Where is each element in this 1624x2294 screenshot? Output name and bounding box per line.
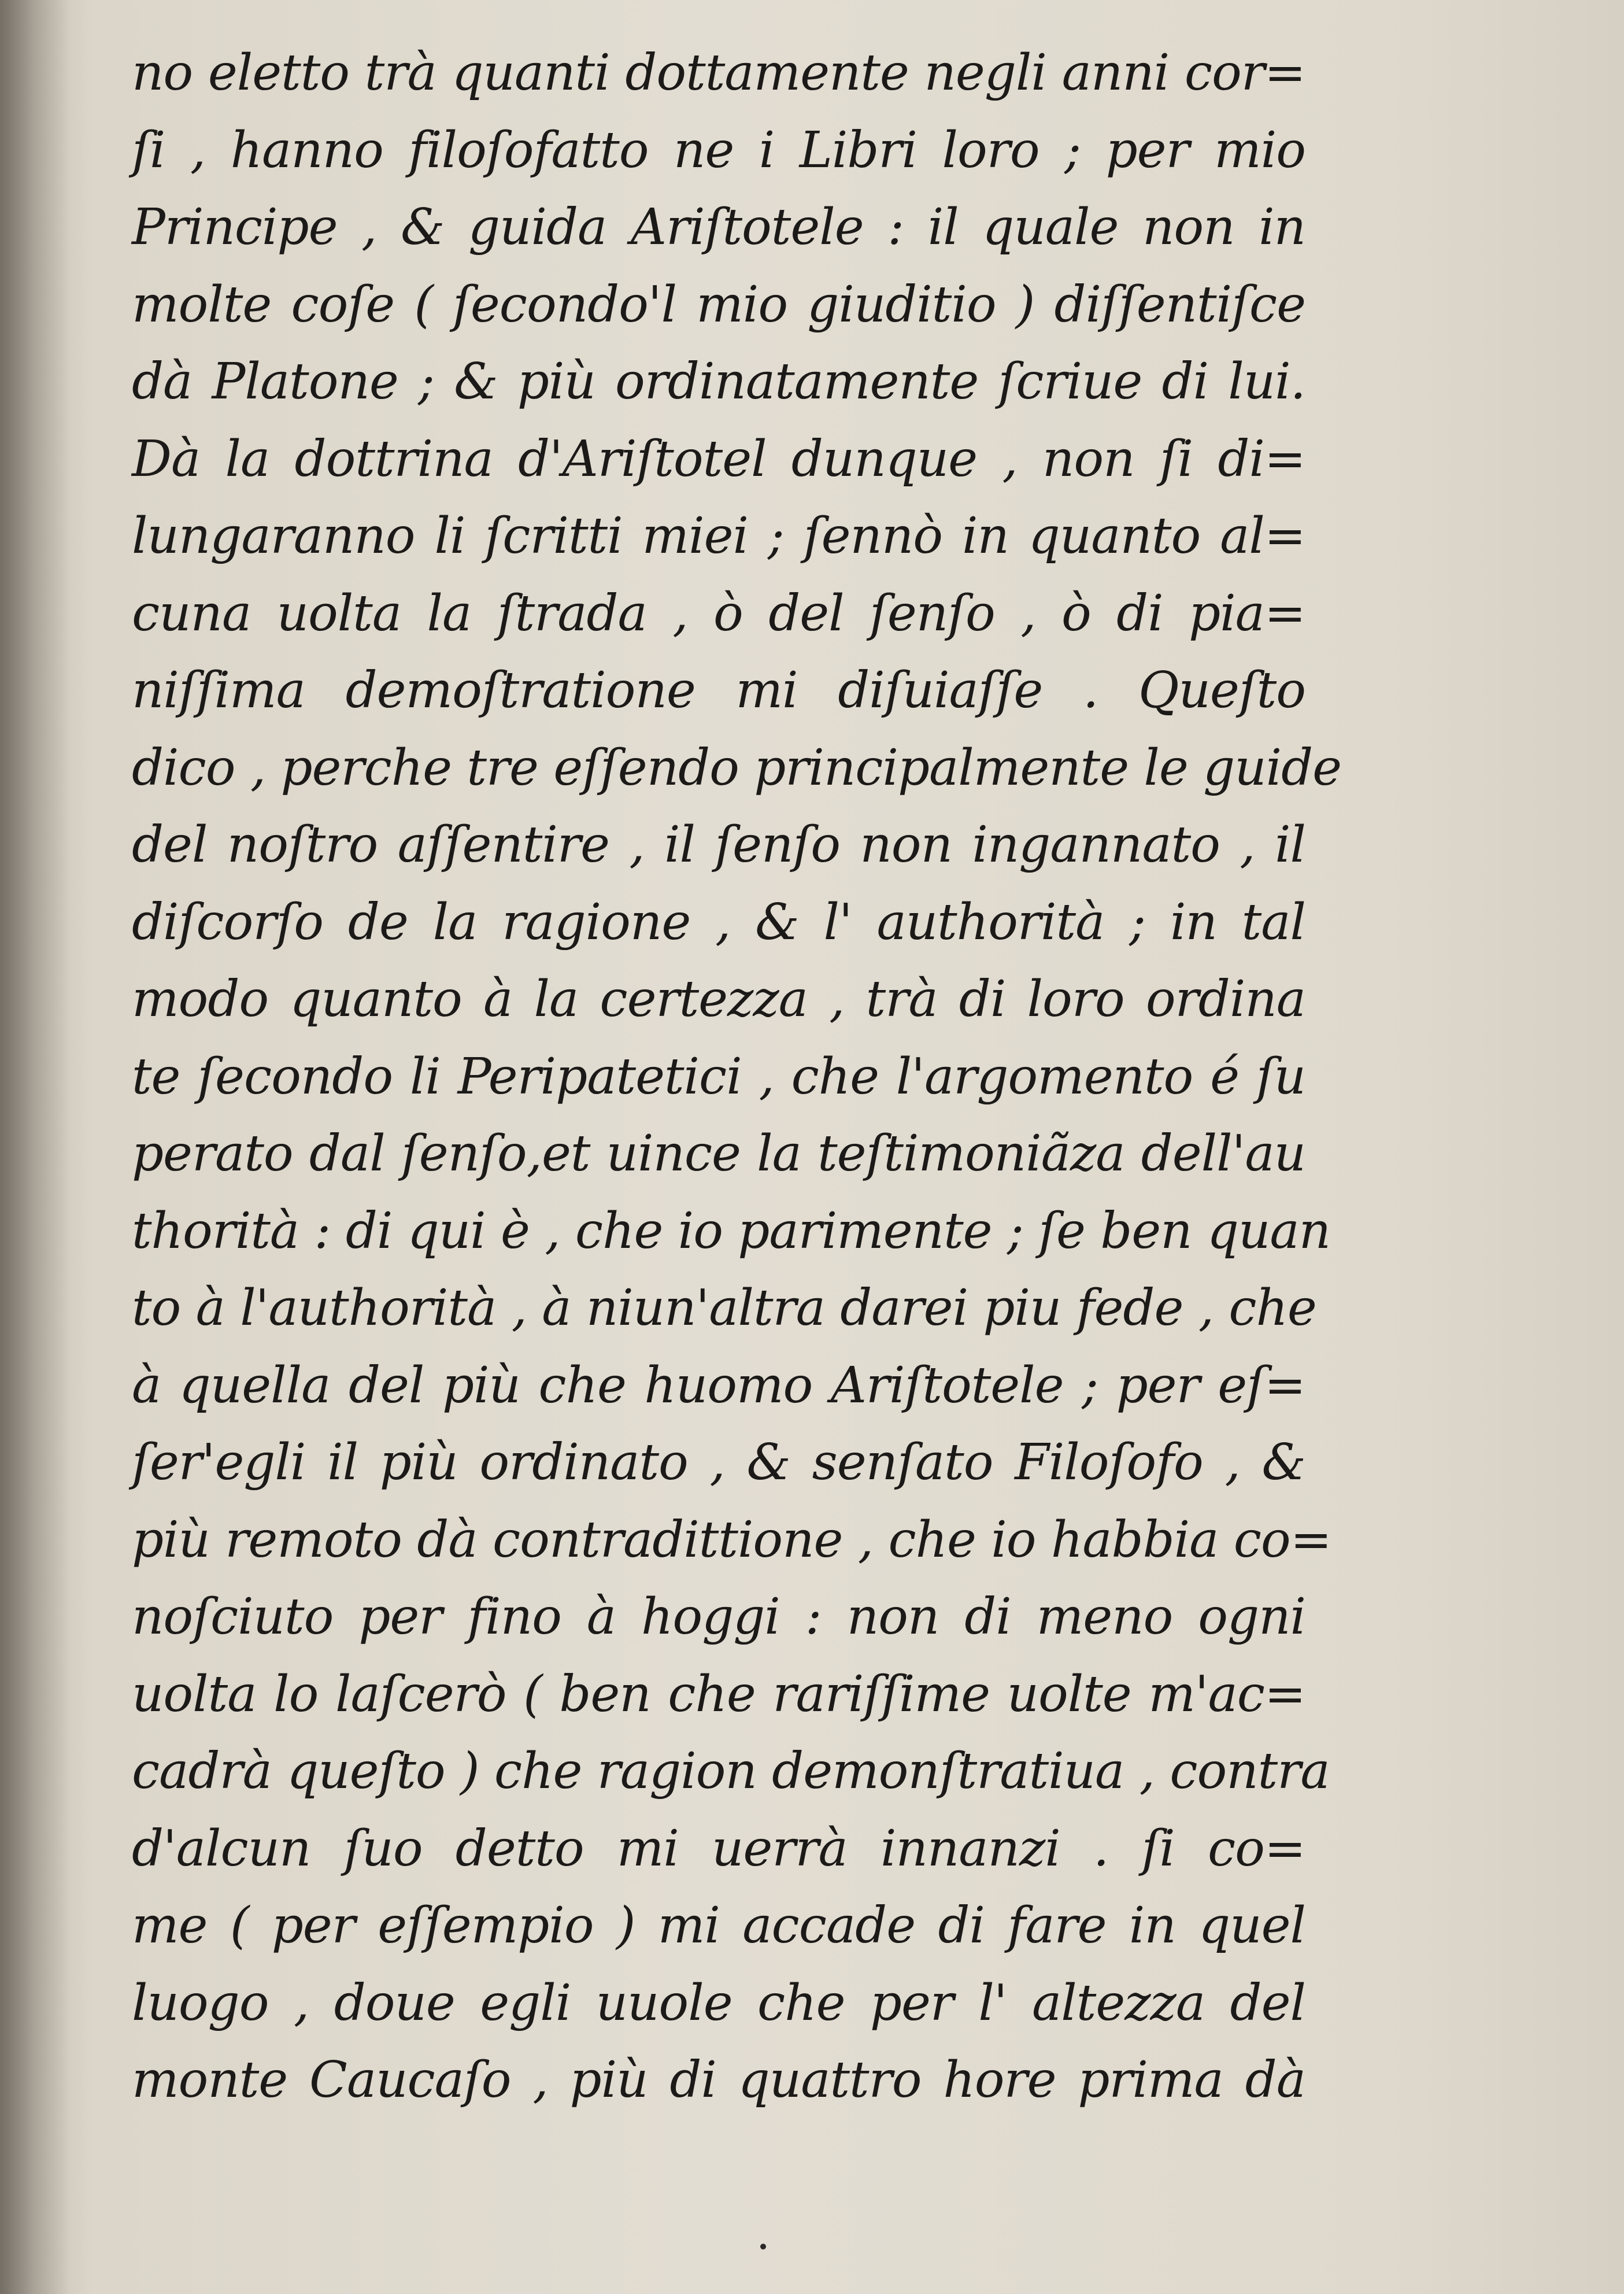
text-line: ſer'egli il più ordinato , & senſato Filoſofo , & (132, 1434, 1305, 1491)
text-line: perato dal ſenſo,et uince la teſtimoniãza dell'au (132, 1125, 1305, 1183)
text-line: to à l'authorità , à niun'altra darei piu fede , che (132, 1279, 1316, 1337)
text-line: thorità : di qui è , che io parimente ; ſe ben quan (132, 1202, 1331, 1260)
page-gutter-shadow (0, 0, 69, 2294)
text-line: modo quanto à la certezza , trà di loro ordina (132, 970, 1305, 1028)
text-line: ſi , hanno filoſofatto ne i Libri loro ; per mio (132, 121, 1305, 179)
text-line: più remoto dà contradittione , che io habbia co= (132, 1510, 1331, 1569)
text-line: del noſtro aſſentire , il ſenſo non ingannato , il (132, 816, 1305, 874)
text-line: noſciuto per fino à hoggi : non di meno ogni (132, 1588, 1305, 1646)
text-line: monte Caucaſo , più di quattro hore prima dà (132, 2051, 1305, 2109)
text-line: no eletto trà quanti dottamente negli anni cor= (132, 44, 1305, 102)
text-line: lungaranno li ſcritti miei ; ſennò in quanto al= (132, 507, 1305, 565)
text-line: molte coſe ( ſecondo'l mio giuditio ) diſſentiſce (132, 275, 1305, 334)
text-line: d'alcun ſuo detto mi uerrà innanzi . ſi co= (132, 1819, 1305, 1878)
text-line: uolta lo laſcerò ( ben che rariſſime uolte m'ac= (132, 1665, 1305, 1723)
page-text (132, 35, 1342, 2119)
text-line: à quella del più che huomo Ariſtotele ; per eſ= (132, 1356, 1305, 1414)
text-line: luogo , doue egli uuole che per l' altezza del (132, 1974, 1305, 2032)
page-mark (760, 2244, 766, 2249)
text-line: dà Platone ; & più ordinatamente ſcriue di lui. (132, 353, 1305, 411)
text-line: diſcorſo de la ragione , & l' authorità ; in tal (132, 893, 1305, 951)
text-line: dico , perche tre eſſendo principalmente le guide (132, 738, 1342, 797)
text-line: te ſecondo li Peripatetici , che l'argomento é ſu (132, 1047, 1305, 1106)
text-line: cuna uolta la ſtrada , ò del ſenſo , ò di pia= (132, 584, 1305, 642)
text-line: me ( per eſſempio ) mi accade di fare in quel (132, 1897, 1305, 1955)
text-line: Dà la dottrina d'Ariſtotel dunque , non ſi di= (132, 430, 1305, 488)
text-line: Principe , & guida Ariſtotele : il quale non in (132, 198, 1305, 256)
text-line: cadrà queſto ) che ragion demonſtratiua , contra (132, 1742, 1330, 1800)
text-line: niſſima demoſtratione mi diſuiaſſe . Queſto (132, 662, 1305, 719)
